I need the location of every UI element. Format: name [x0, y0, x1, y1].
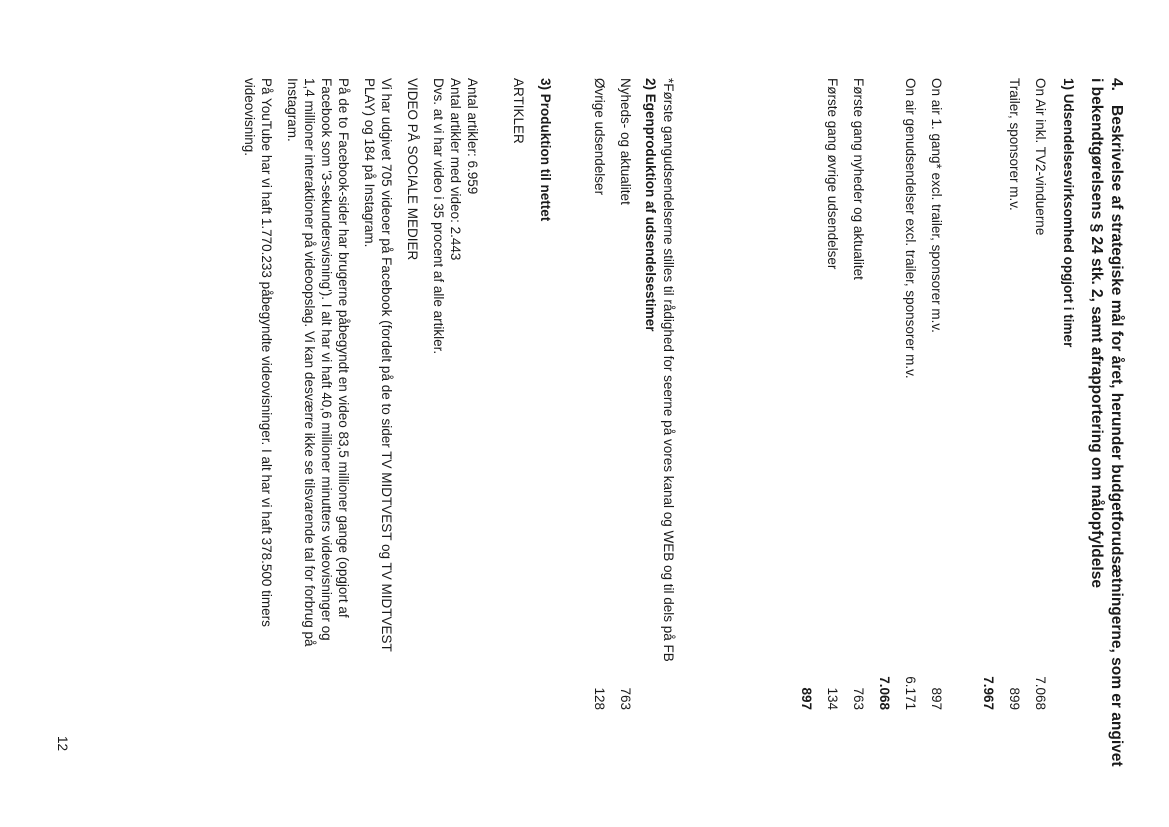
- row-value: 6.171: [903, 676, 918, 710]
- row-label: Trailer, sponsorer m.v.: [1007, 78, 1022, 211]
- row-value: 897: [929, 687, 944, 710]
- articles-line: Antal artikler med video: 2.443: [448, 78, 463, 261]
- video-paragraph-2-line: Facebook som '3-sekundersvisning'). I alt har vi haft 40,6 millioner minutters videovisninger og: [319, 78, 334, 641]
- row-label: Første gang øvrige udsendelser: [825, 78, 840, 270]
- row-label: On Air inkl. TV2-vinduerne: [1033, 78, 1048, 236]
- row-label: Øvrige udsendelser: [592, 78, 607, 196]
- video-paragraph-1-line: Vi har udgivet 705 videoer på Facebook (fordelt på de to sider TV MIDTVEST og TV MIDTVEST: [379, 78, 394, 652]
- row-value: 134: [825, 687, 840, 710]
- video-paragraph-2-line: På de to Facebook-sider har brugerne påbegyndt en video 83,5 millioner gange (opgjort af: [336, 78, 351, 618]
- row-total: 7.967: [981, 676, 996, 710]
- subsection-3-title: 3) Produktion til nettet: [538, 78, 553, 222]
- section-title-line-1: Beskrivelse af strategiske mål for året, herunder budgetforudsætningerne, som er angivet: [1108, 105, 1125, 767]
- video-paragraph-2-line: 1,4 millioner interaktioner på videoopslag. Vi kan desværre ikke se tilsvarende tal for forbrug på: [302, 78, 317, 647]
- row-value: 899: [1007, 687, 1022, 710]
- video-paragraph-3-line: På YouTube har vi haft 1.770.233 påbegyndte videovisninger. I alt har vi haft 378.500 timers: [259, 78, 274, 627]
- row-label: On air 1. gang* excl. trailer, sponsorer m.v.: [929, 78, 944, 333]
- page-number: 12: [55, 736, 70, 752]
- row-label: On air genudsendelser excl. trailer, sponsorer m.v.: [903, 78, 918, 379]
- articles-heading: ARTIKLER: [511, 78, 526, 144]
- row-value: 763: [618, 687, 633, 710]
- section-number: 4.: [1108, 78, 1125, 91]
- row-label: Første gang nyheder og aktualitet: [851, 78, 866, 280]
- video-paragraph-1-line: PLAY) og 184 på Instagram.: [362, 78, 377, 248]
- articles-line: Antal artikler: 6.959: [465, 78, 480, 195]
- row-value: 7.068: [1033, 676, 1048, 710]
- footnote: *Første gangudsendelserne stilles til rådighed for seerne på vores kanal og WEB og til dels på FB: [661, 78, 676, 662]
- section-title-line-2: i bekendtgørelsens § 24 stk. 2, samt afrapportering om målopfyldelse: [1088, 78, 1105, 588]
- video-heading: VIDEO PÅ SOCIALE MEDIER: [405, 78, 420, 261]
- video-paragraph-2-line: Instagram.: [285, 78, 300, 142]
- row-value: 763: [851, 687, 866, 710]
- row-label: Nyheds- og aktualitet: [618, 78, 633, 205]
- row-total: 7.068: [877, 676, 892, 710]
- articles-line: Dvs. at vi har video i 35 procent af alle artikler.: [431, 78, 446, 355]
- subsection-1-title: 1) Udsendelsesvirksomhed opgjort i timer: [1061, 78, 1076, 348]
- row-total: 897: [799, 687, 814, 710]
- video-paragraph-3-line: videovisning.: [242, 78, 257, 157]
- subsection-2-title: 2) Egenproduktion af udsendelsestimer: [643, 78, 658, 332]
- row-value: 128: [592, 687, 607, 710]
